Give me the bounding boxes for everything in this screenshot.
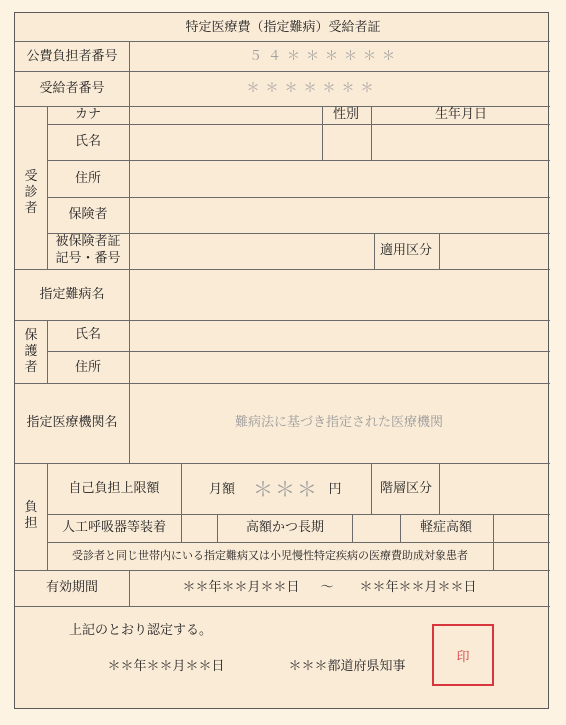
divider [15,463,550,464]
divider [47,514,550,515]
divider [493,514,494,570]
seal-box [432,624,494,686]
divider [47,124,550,125]
divider [15,606,550,607]
monthly-label: 月額 [208,482,236,497]
insured-card-label-2: 記号・番号 [55,251,121,266]
insurer-label: 保険者 [68,207,108,222]
institution-label: 指定医療機関名 [26,415,118,430]
recipient-number: ＊＊＊＊＊＊＊ [246,81,380,96]
divider [47,160,550,161]
divider [371,106,372,160]
divider [352,514,353,542]
validity-separator: 〜 [320,580,334,595]
insured-card-label-1: 被保険者証 [55,234,121,249]
guardian-address-label: 住所 [74,360,102,375]
divider [371,463,372,514]
validity-label: 有効期間 [45,580,99,595]
public-payer-label: 公費負担者番号 [26,49,118,64]
divider [15,41,550,42]
divider [15,269,550,270]
divider [181,463,182,542]
high-cost-long-term-label: 高額かつ長期 [245,520,325,535]
divider [15,71,550,72]
divider [129,269,130,320]
divider [400,514,401,542]
certificate-title: 特定医療費（指定難病）受給者証 [185,20,381,35]
divider [47,351,550,352]
guardian-section-label: 保 護 者 [24,328,38,375]
institution-placeholder: 難病法に基づき指定された医療機関 [234,415,444,430]
divider [129,383,130,463]
gender-label: 性別 [332,107,360,122]
disease-label: 指定難病名 [39,287,105,302]
divider [129,41,130,106]
divider [47,233,550,234]
divider [129,320,130,383]
patient-section-label: 受 診 者 [24,169,38,216]
tier-category-label: 階層区分 [379,481,433,496]
patient-address-label: 住所 [74,171,102,186]
self-pay-limit-label: 自己負担上限額 [68,481,160,496]
kana-label: カナ [74,107,102,122]
household-patient-note: 受診者と同じ世帯内にいる指定難病又は小児慢性特定疾病の医療費助成対象患者 [72,549,468,562]
ventilator-label: 人工呼吸器等装着 [61,520,167,535]
divider [15,570,550,571]
divider [47,542,550,543]
birthdate-label: 生年月日 [434,107,488,122]
issue-date: ＊＊年＊＊月＊＊日 [107,659,225,674]
public-payer-number: ５４＊＊＊＊＊＊ [248,49,402,64]
validity-start: ＊＊年＊＊月＊＊日 [182,580,300,595]
certification-statement: 上記のとおり認定する。 [69,623,213,638]
recipient-certificate [14,12,549,709]
guardian-name-label: 氏名 [74,327,102,342]
divider [322,106,323,160]
divider [47,463,48,570]
divider [47,197,550,198]
divider [15,383,550,384]
applicable-category-label: 適用区分 [379,243,433,258]
recipient-number-label: 受給者番号 [39,81,105,96]
validity-end: ＊＊年＊＊月＊＊日 [359,580,477,595]
mild-high-cost-label: 軽症高額 [419,520,473,535]
burden-section-label: 負 担 [24,500,38,531]
divider [439,233,440,269]
divider [47,320,48,383]
yen-label: 円 [328,482,342,497]
divider [129,106,130,269]
divider [217,514,218,542]
divider [439,463,440,514]
patient-name-label: 氏名 [74,134,102,149]
issuer-name: ＊＊＊都道府県知事 [288,659,406,674]
seal-mark: 印 [456,649,470,665]
divider [47,106,48,269]
divider [15,320,550,321]
monthly-amount: ＊＊＊ [253,477,319,501]
divider [374,233,375,269]
divider [129,570,130,606]
